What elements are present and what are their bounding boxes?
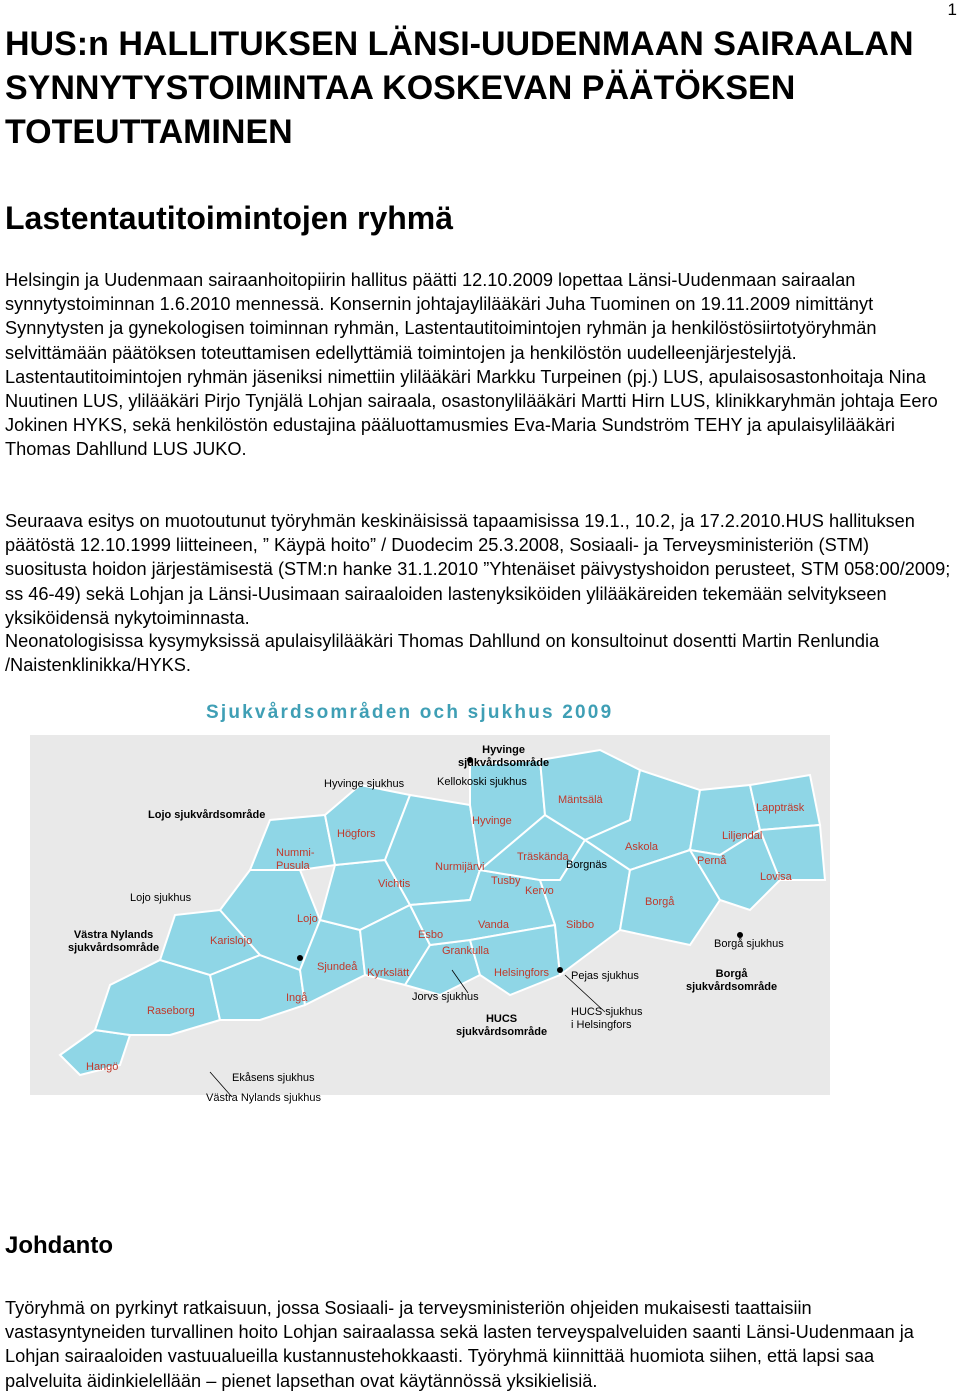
map-label-askola: Askola — [625, 841, 659, 853]
johdanto-paragraph: Työryhmä on pyrkinyt ratkaisuun, jossa Sosiaali- ja terveysministeriön ohjeiden mukaisesti taattaisiin vastasyntyneiden turvallinen hoito Lohjan sairaalassa sekä lasten terveyspalveluiden saanti Länsi-Uudenmaan ja Lohjan sairaaloiden vastuualueilla kustannustehokkaasti. Työryhmä kiinnittää huomiota siihen, että lapsi saa palveluita äidinkielellään – pienet lapsethan ovat käytännössä yksikielisiä. — [5, 1298, 914, 1391]
map-label-inga: Ingå — [286, 992, 308, 1004]
intro-paragraph: Helsingin ja Uudenmaan sairaanhoitopiirin hallitus päätti 12.10.2009 lopettaa Länsi-Uudenmaan sairaalan synnytystoiminnan 1.6.2010 mennessä. Konsernin johtajaylilääkäri Juha Tuominen on 19.11.2009 nimittänyt Synnytysten ja gynekologisen toiminnan ryhmän, Lastentautitoimintojen ryhmän ja henkilöstösiirtotyöryhmän selvittämään päätöksen toteuttamisen edellyttämiä toimintojen ja henkilöstön uudelleenjärjestelyjä. Lastentautitoimintojen ryhmän jäseniksi nimettiin ylilääkäri Markku Turpeinen (pj.) LUS, apulaisosastonhoitaja Nina Nuutinen LUS, ylilääkäri Pirjo Tynjälä Lohjan sairaala, osastonylilääkäri Martti Hirn LUS, klinikkaryhmän johtaja Eero Jokinen HYKS, sekä henkilöstön edustajina pääluottamusmies Eva-Maria Sundström TEHY ja apulaisylilääkäri Thomas Dahllund LUS JUKO. — [5, 270, 938, 460]
map-label-hogfors: Högfors — [337, 828, 376, 840]
map-label-trasksnda: Träskända — [517, 851, 569, 863]
map-label-borga-region: Borgå sjukvårdsområde — [686, 968, 778, 993]
map-label-vastra-nylands-sjukhus: Västra Nylands sjukhus — [206, 1092, 321, 1104]
map-label-borga: Borgå — [645, 896, 675, 908]
map-label-nummi-pusula: Nummi- Pusula — [276, 847, 315, 872]
map-label-lojo-region: Lojo sjukvårdsområde — [148, 809, 266, 821]
map-label-borgnas: Borgnäs — [566, 859, 607, 871]
map-label-borga-sjukhus: Borgå sjukhus — [714, 938, 784, 950]
map-label-vanda: Vanda — [478, 919, 509, 931]
map-label-esbo: Esbo — [418, 929, 444, 941]
map-label-nurmijarvi: Nurmijärvi — [435, 861, 485, 873]
map-label-hyvinge-region: Hyvinge sjukvårdsområde — [458, 744, 550, 769]
map-label-kellokoski: Kellokoski sjukhus — [437, 776, 527, 788]
map-label-hucs-region: HUCS sjukvårdsområde — [456, 1013, 548, 1038]
map-label-jorvs: Jorvs sjukhus — [412, 991, 479, 1003]
map-label-sibbo: Sibbo — [566, 919, 595, 931]
map-label-liljendal: Liljendal — [722, 830, 763, 842]
map-label-lojo-sjukhus: Lojo sjukhus — [130, 892, 192, 904]
basis-paragraph: Seuraava esitys on muotoutunut työryhmän keskinäisissä tapaamisissa 19.1., 10.2, ja 17.2.2010.HUS hallituksen päätöstä 12.10.1999 liitteineen, ” Käypä hoito” / Duodecim 25.3.2008, Sosiaali- ja Terveysministeriön (STM) suositusta hoidon järjestämisestä (STM:n hanke 31.1.2010 ”Yhtenäiset päivystyshoidon perusteet, STM 058:00/2009; ss 46-49) sekä Lohjan ja Länsi-Uusimaan sairaaloiden lastenyksiköiden ylilääkäreiden tekemään selvitykseen yksiköidensä nykytoiminnasta. — [5, 511, 951, 628]
hospital-marker-lojo — [297, 955, 303, 961]
map-label-sjundea: Sjundeå — [317, 961, 358, 973]
map-label-raseborg: Raseborg — [147, 1005, 195, 1017]
map-label-hango: Hangö — [86, 1061, 119, 1073]
main-title: HUS:n HALLITUKSEN LÄNSI-UUDENMAAN SAIRAALAN SYNNYTYSTOIMINTAA KOSKEVAN PÄÄTÖKSEN TOTEUTTAMINEN — [5, 25, 914, 151]
map-label-mantsala: Mäntsälä — [558, 794, 603, 806]
map-label-perna: Pernå — [697, 855, 727, 867]
section-title: Lastentautitoimintojen ryhmä — [5, 200, 454, 236]
johdanto-title: Johdanto — [5, 1232, 113, 1259]
map-label-vichtis: Vichtis — [378, 878, 411, 890]
map-label-hyvinge: Hyvinge — [472, 815, 512, 827]
hospital-marker-helsingfors — [557, 967, 563, 973]
map-label-lapptrask: Lappträsk — [756, 802, 805, 814]
map-label-helsingfors: Helsingfors — [494, 967, 550, 979]
map-label-vastra-nylands-region: Västra Nylands sjukvårdsområde — [68, 929, 160, 954]
map-label-grankulla: Grankulla — [442, 945, 490, 957]
map-label-hucs-sjukhus: HUCS sjukhus i Helsingfors — [571, 1006, 643, 1031]
region-map — [0, 730, 960, 1115]
map-label-hyvinge-sjukhus: Hyvinge sjukhus — [324, 778, 405, 790]
map-label-lovisa: Lovisa — [760, 871, 792, 883]
map-label-ekasens: Ekåsens sjukhus — [232, 1072, 315, 1084]
consultation-paragraph: Neonatologisissa kysymyksissä apulaisylilääkäri Thomas Dahllund on konsultoinut dosentti Martin Renlundia /Naistenklinikka/HYKS. — [5, 631, 880, 676]
map-label-kervo: Kervo — [525, 885, 554, 897]
page-number: 1 — [947, 0, 957, 19]
map-label-lojo: Lojo — [297, 913, 318, 925]
map-title: Sjukvårdsområden och sjukhus 2009 — [206, 702, 614, 723]
map-label-pejas: Pejas sjukhus — [571, 970, 639, 982]
map-label-kyrkslatt: Kyrkslätt — [367, 967, 410, 979]
map-label-karislojo: Karislojo — [210, 935, 253, 947]
map-label-tusby: Tusby — [491, 875, 521, 887]
